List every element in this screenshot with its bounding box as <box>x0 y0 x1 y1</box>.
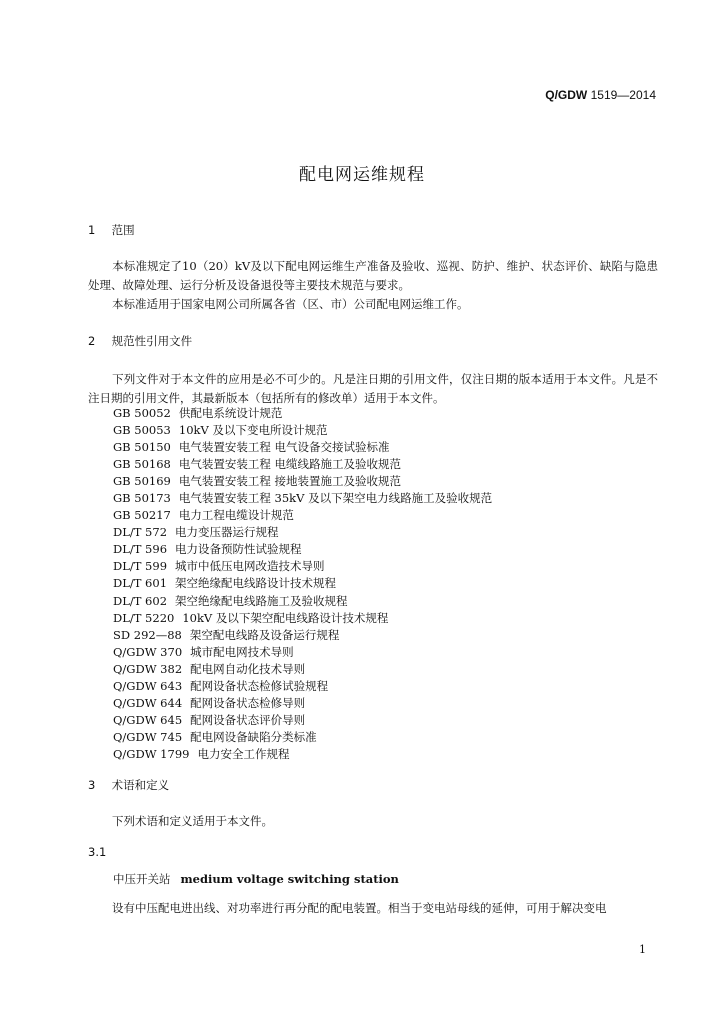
section-title: 术语和定义 <box>111 778 170 792</box>
reference-item: DL/T 602 架空绝缘配电线路施工及验收规程 <box>113 593 348 608</box>
reference-item: GB 50169 电气装置安装工程 接地装置施工及验收规范 <box>113 474 402 489</box>
section-number: 1 <box>88 223 96 237</box>
scope-paragraph-1: 本标准规定了10（20）kV及以下配电网运维生产准备及验收、巡视、防护、维护、状态评价、缺陷与隐患处理、故障处理、运行分析及设备退役等主要技术规范与要求。 <box>88 259 658 292</box>
document-number <box>545 88 656 102</box>
doc-number: 1519—2014 <box>590 88 656 102</box>
term-entry <box>113 871 399 887</box>
term-chinese: 中压开关站 <box>113 872 171 886</box>
term-english: medium voltage switching station <box>180 872 399 886</box>
subsection-number: 3.1 <box>88 845 107 859</box>
reference-item: DL/T 601 架空绝缘配电线路设计技术规程 <box>113 576 337 591</box>
reference-item: GB 50217 电力工程电缆设计规范 <box>113 508 294 523</box>
reference-item: Q/GDW 645 配网设备状态评价导则 <box>113 712 306 727</box>
reference-item: DL/T 5220 10kV 及以下架空配电线路设计技术规程 <box>113 610 389 625</box>
page-number: 1 <box>639 943 646 956</box>
reference-item: GB 50150 电气装置安装工程 电气设备交接试验标准 <box>113 440 390 455</box>
reference-list <box>113 405 492 763</box>
section-number: 3 <box>88 778 96 792</box>
reference-item: GB 50052 供配电系统设计规范 <box>113 406 283 420</box>
terms-intro-paragraph: 下列术语和定义适用于本文件。 <box>112 814 273 828</box>
reference-item: GB 50053 10kV 及以下变电所设计规范 <box>113 423 328 438</box>
reference-item: GB 50168 电气装置安装工程 电缆线路施工及验收规范 <box>113 457 402 472</box>
section-number: 2 <box>88 334 96 348</box>
reference-item: DL/T 572 电力变压器运行规程 <box>113 525 279 540</box>
reference-item: Q/GDW 382 配电网自动化技术导则 <box>113 661 306 676</box>
reference-item: DL/T 596 电力设备预防性试验规程 <box>113 542 302 557</box>
reference-item: Q/GDW 370 城市配电网技术导则 <box>113 644 294 659</box>
section-heading-terms-definitions <box>88 777 169 793</box>
term-definition: 设有中压配电进出线、对功率进行再分配的配电装置。相当于变电站母线的延伸，可用于解决变电 <box>112 901 607 915</box>
reference-item: SD 292—88 架空配电线路及设备运行规程 <box>113 627 340 642</box>
scope-paragraph-2: 本标准适用于国家电网公司所属各省（区、市）公司配电网运维工作。 <box>112 297 469 311</box>
references-intro-paragraph: 下列文件对于本文件的应用是必不可少的。凡是注日期的引用文件，仅注日期的版本适用于本文件。凡是不注日期的引用文件，其最新版本（包括所有的修改单）适用于本文件。 <box>88 372 658 405</box>
section-heading-scope <box>88 222 135 238</box>
reference-item: DL/T 599 城市中低压电网改造技术导则 <box>113 559 325 574</box>
reference-item: Q/GDW 644 配网设备状态检修导则 <box>113 695 306 710</box>
reference-item: Q/GDW 1799 电力安全工作规程 <box>113 746 290 761</box>
reference-item: Q/GDW 745 配电网设备缺陷分类标准 <box>113 729 317 744</box>
section-heading-normative-references <box>88 333 192 349</box>
section-title: 范围 <box>111 223 135 237</box>
doc-code: Q/GDW <box>545 88 588 102</box>
reference-item: GB 50173 电气装置安装工程 35kV 及以下架空电力线路施工及验收规范 <box>113 491 493 506</box>
reference-item: Q/GDW 643 配网设备状态检修试验规程 <box>113 678 329 693</box>
section-title: 规范性引用文件 <box>111 334 193 348</box>
page-title: 配电网运维规程 <box>299 165 425 185</box>
